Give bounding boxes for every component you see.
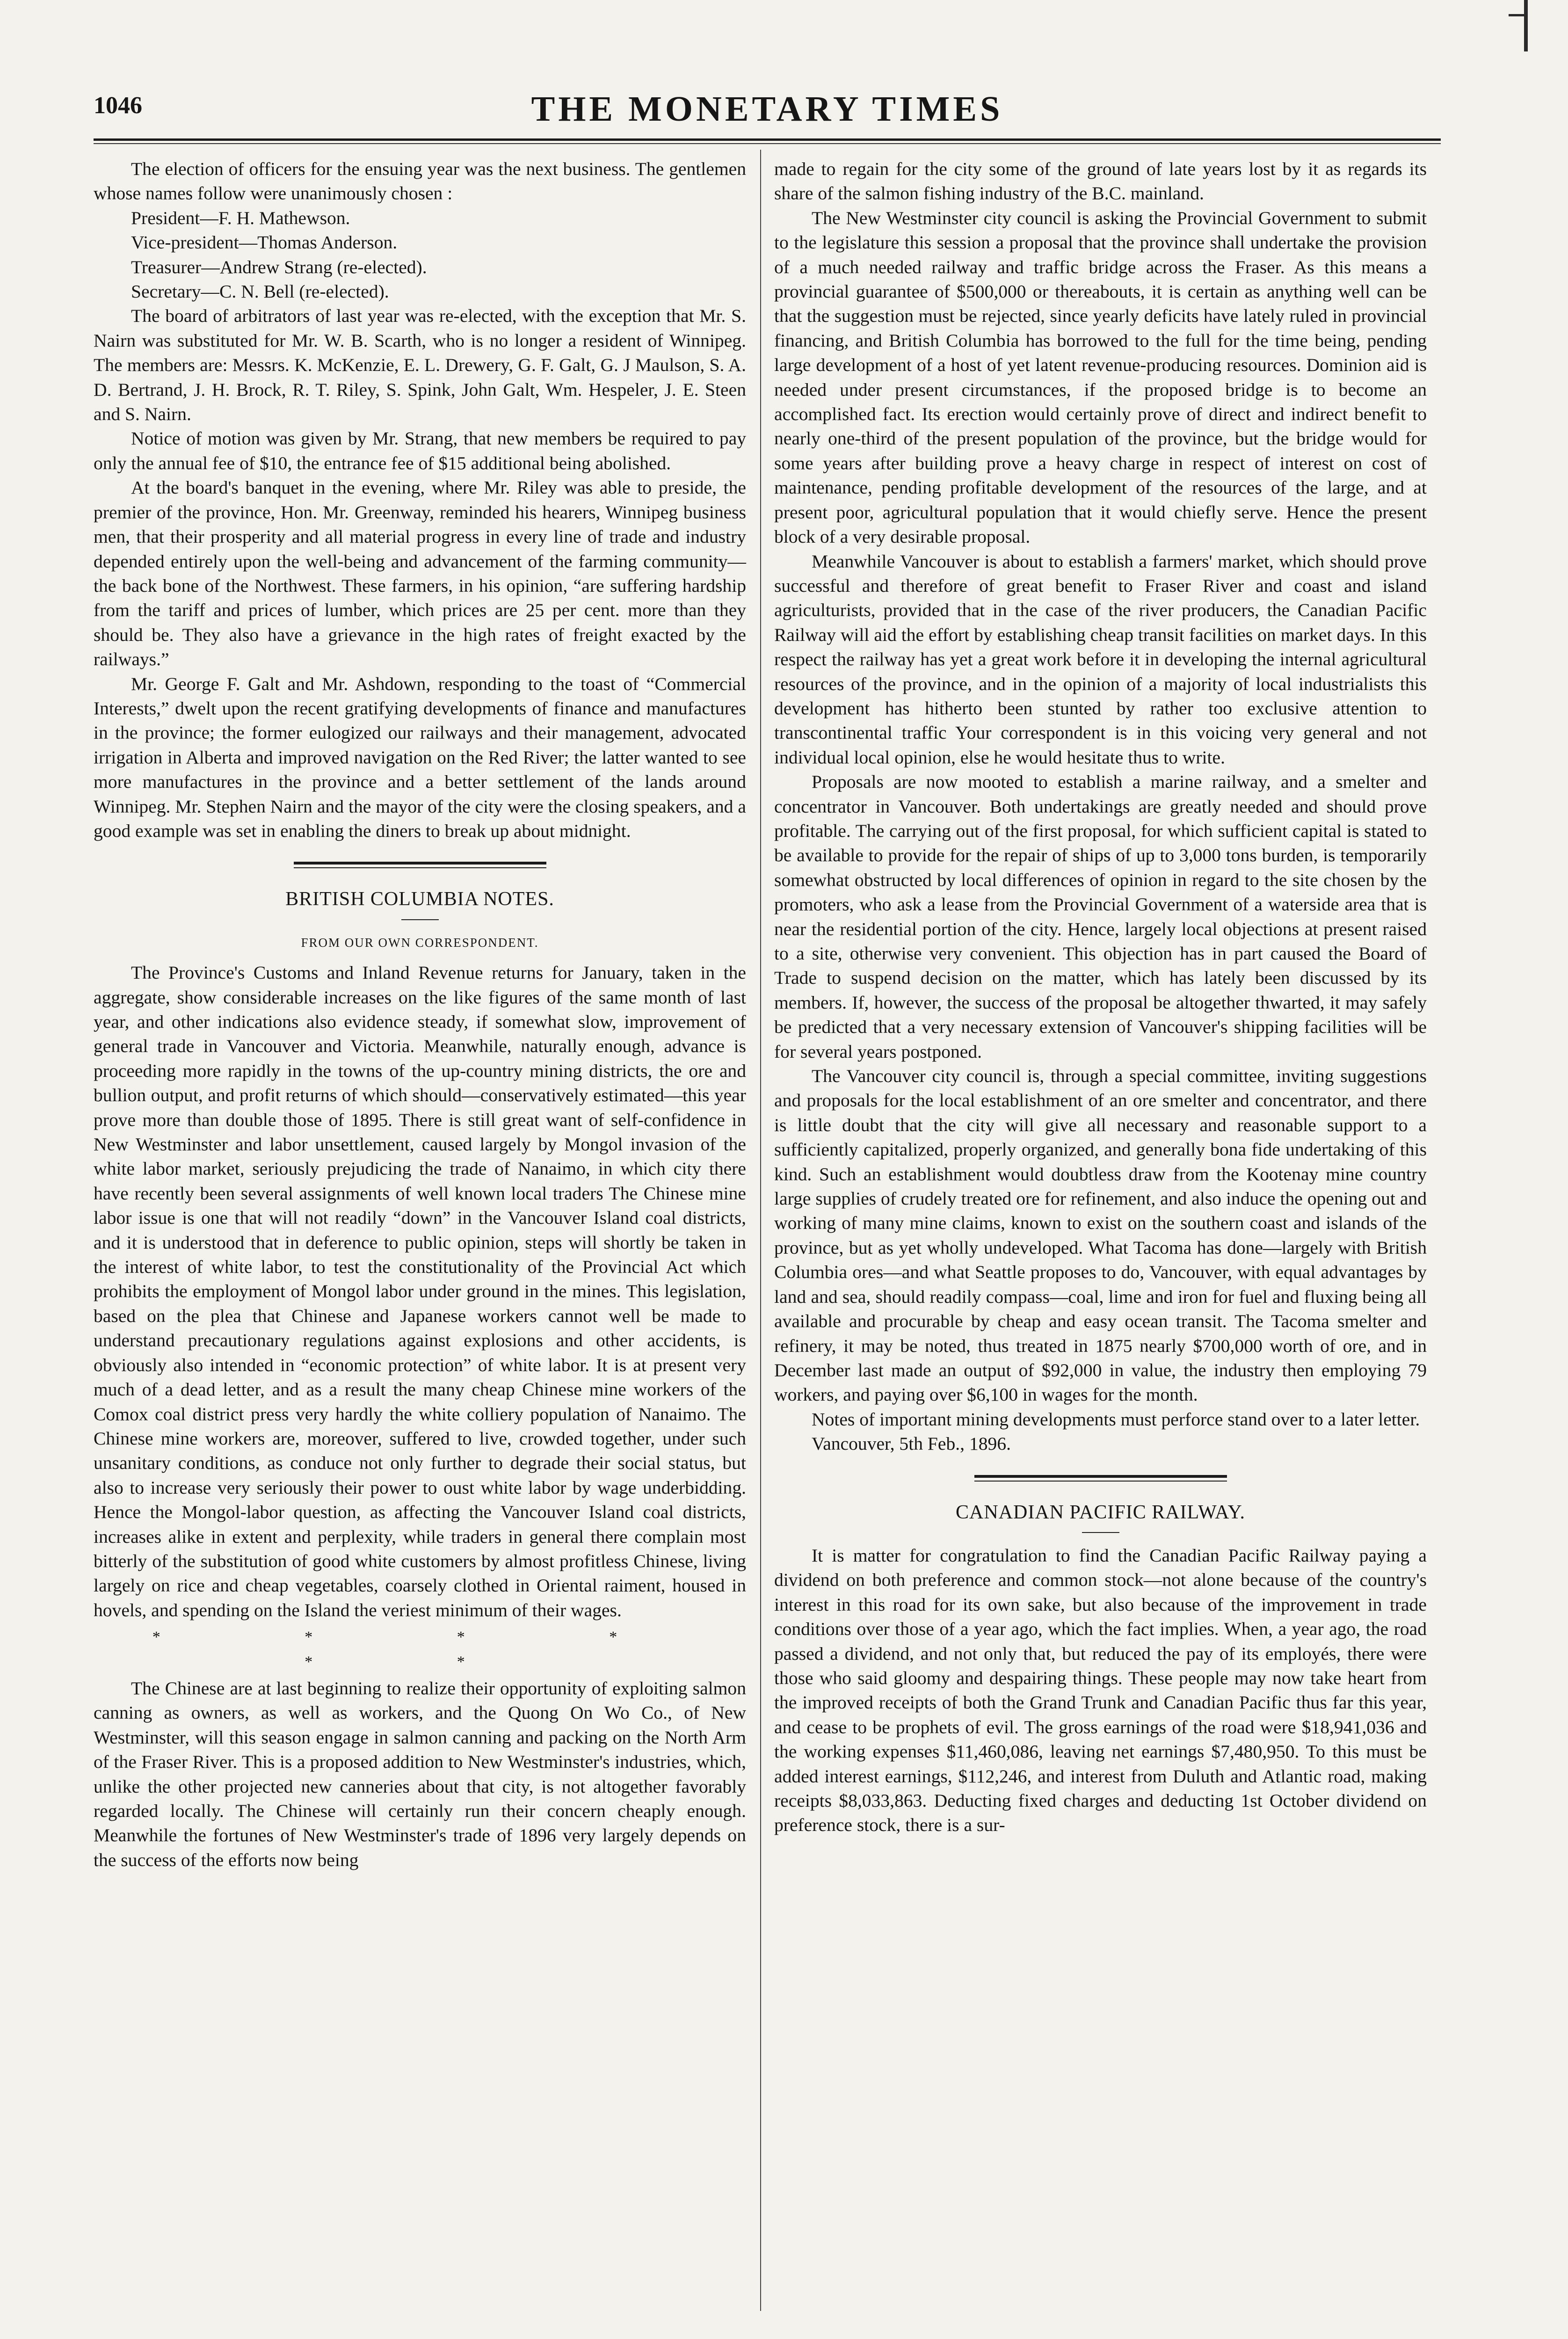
publication-title: THE MONETARY TIMES bbox=[531, 89, 1003, 129]
page-header bbox=[94, 89, 1441, 140]
page-number: 1046 bbox=[94, 92, 142, 119]
heading-underline bbox=[1082, 1532, 1119, 1533]
dateline: Vancouver, 5th Feb., 1896. bbox=[812, 1433, 1011, 1454]
officer-entry: Secretary—C. N. Bell (re-elected). bbox=[131, 281, 389, 302]
paragraph: At the board's banquet in the evening, where Mr. Riley was able to preside, the premier of the province, Hon. Mr. Greenway, reminded his hearers, Winnipeg business men, that their prosperity and all material progress in every line of trade and industry depended entirely upon the well-being and advancement of the farming community—the back bone of the Northwest. These farmers, in his opinion, “are suffering hardship from the tariff and prices of lumber, which prices are 25 per cent. more than they should be. They also have a grievance in the high rates of freight exacted by the railways.” bbox=[94, 477, 746, 670]
scan-edge-mark bbox=[1509, 14, 1527, 16]
left-column bbox=[94, 157, 746, 1872]
officer-entry: Treasurer—Andrew Strang (re-elected). bbox=[131, 256, 427, 277]
officer-entry: Vice-president—Thomas Anderson. bbox=[131, 232, 398, 253]
section-break-stars: * * * * * * bbox=[152, 1628, 688, 1671]
heading-underline bbox=[401, 919, 439, 920]
header-rule bbox=[94, 138, 1441, 141]
scan-edge-mark bbox=[1524, 0, 1528, 51]
section-divider bbox=[974, 1475, 1227, 1482]
column-divider bbox=[760, 150, 761, 2311]
paragraph: Proposals are now mooted to establish a marine railway, and a smelter and concentrator in Vancouver. Both undertakings are greatly needed and should prove profitable. The carrying out of the first proposal, for which sufficient capital is stated to be available to provide for the repair of ships of up to 3,000 tons burden, is temporarily somewhat obstructed by local differences of opinion in regard to the site chosen by the promoters, who ask a lease from the Provincial Government of a waterside area that is near the residential portion of the city. Hence, largely local objections at present raised to a site, otherwise very convenient. This objection has in part caused the Board of Trade to suspend decision on the matter, which has lately been discussed by its members. If, however, the success of the proposal be altogether thwarted, it may safely be predicted that a very necessary extension of Vancouver's shipping facilities will be for several years postponed. bbox=[774, 771, 1427, 1062]
byline: FROM OUR OWN CORRESPONDENT. bbox=[301, 935, 539, 950]
section-divider bbox=[294, 862, 546, 868]
paragraph: The election of officers for the ensuing year was the next business. The gentlemen whose names follow were unanimously chosen : bbox=[94, 159, 746, 204]
paragraph: The Province's Customs and Inland Revenue returns for January, taken in the aggregate, show considerable increases on the like figures of the same month of last year, and other indications also evidence steady, if somewhat slow, improvement of general trade in Vancouver and Victoria. Meanwhile, naturally enough, advance is proceeding more rapidly in the towns of the up-country mining districts, the ore and bullion output, and profit returns of which should—conservatively estimated—this year prove more than double those of 1895. There is still great want of self-confidence in New Westminster and labor unsettlement, caused largely by Mongol invasion of the white labor market, seriously prejudicing the trade of Nanaimo, in which city there have recently been several assignments of well known local traders The Chinese mine labor issue is one that will not readily “down” in the Vancouver Island coal districts, and it is understood that in deference to public opinion, steps will shortly be taken in the interest of white labor, to test the constitutionality of the Provincial Act which prohibits the employment of Mongol labor under ground in the mines. This legislation, based on the plea that Chinese and Japanese workers cannot well be made to understand precautionary regulations against explosions and other accidents, is obviously also intended in “economic protection” of white labor. It is at present very much of a dead letter, and as a result the many cheap Chinese mine workers of the Comox coal district press very hardly the white colliery population of Nanaimo. The Chinese mine workers are, moreover, suffered to live, crowded together, under such unsanitary conditions, as conduce not only further to degrade their social status, but also to increase very seriously their power to oust white labor by wage underbidding. Hence the Mongol-labor question, as affecting the Vancouver Island coal districts, increases alike in extent and perplexity, while traders in general there complain most bitterly of the substitution of good white customers by almost profitless Chinese, living largely on rice and cheap vegetables, coarsely clothed in Oriental raiment, housed in hovels, and spending on the Island the veriest minimum of their wages. bbox=[94, 962, 746, 1620]
paragraph: The New Westminster city council is asking the Provincial Government to submit to the legislature this session a proposal that the province shall undertake the provision of a much needed railway and traffic bridge across the Fraser. As this means a provincial guarantee of $500,000 or thereabouts, it is certain as anything well can be that the suggestion must be rejected, since yearly deficits have lately ruled in provincial financing, and British Columbia has borrowed to the full for the time being, pending large development of a host of yet latent revenue-producing resources. Dominion aid is needed under present circumstances, if the proposed bridge is to become an accomplished fact. Its erection would certainly prove of direct and indirect benefit to nearly one-third of the present population of the province, but the bridge would for some years after building prove a heavy charge in respect of interest on cost of maintenance, pending profitable development of the resources of the large, and at present poor, agricultural population that it would chiefly serve. Hence the present block of a very desirable proposal. bbox=[774, 207, 1427, 547]
header-rule-thin bbox=[94, 143, 1441, 144]
officer-entry: President—F. H. Mathewson. bbox=[131, 207, 350, 228]
paragraph: The Chinese are at last beginning to realize their opportunity of exploiting salmon canning as owners, as well as workers, and the Quong On Wo Co., of New Westminster, will this season engage in salmon canning and packing on the North Arm of the Fraser River. This is a proposed addition to New Westminster's industries, which, unlike the other projected new canneries about that city, is not altogether favorably regarded locally. The Chinese will certainly run their concern cheaply enough. Meanwhile the fortunes of New Westminster's trade of 1896 very largely depends on the success of the efforts now being bbox=[94, 1678, 746, 1870]
paragraph: Meanwhile Vancouver is about to establish a farmers' market, which should prove successful and therefore of great benefit to Fraser River and coast and island agriculturists, provided that in the case of the river producers, the Canadian Pacific Railway will aid the effort by establishing cheap transit facilities on market days. In this respect the railway has yet a great work before it in developing the internal agricultural resources of the province, and in the opinion of a majority of local industrialists this development has hitherto been stunted by rather too exclusive attention to transcontinental traffic Your correspondent is in this voicing very general and not individual local opinion, else he would hesitate thus to write. bbox=[774, 551, 1427, 768]
paragraph: It is matter for congratulation to find the Canadian Pacific Railway paying a dividend on both preference and common stock—not alone because of the country's interest in this road for its own sake, but also because of the improvement in trade conditions over those of a year ago, which the fact implies. When, a year ago, the road passed a dividend, and not only that, but reduced the pay of its employés, there were those who said gloomy and despairing things. These people may now take heart from the improved receipts of both the Grand Trunk and Canadian Pacific thus far this year, and cease to be prophets of evil. The gross earnings of the road were $18,941,036 and the working expenses $11,460,086, leaving net earnings $7,480,950. To this must be added interest earnings, $112,246, and interest from Duluth and Atlantic road, making receipts $8,033,863. Deducting fixed charges and deducting 1st October dividend on preference stock, there is a sur- bbox=[774, 1545, 1427, 1836]
right-column bbox=[774, 157, 1427, 1838]
paragraph: The board of arbitrators of last year was re-elected, with the exception that Mr. S. Nairn was substituted for Mr. W. B. Scarth, who is no longer a resident of Winnipeg. The members are: Messrs. K. McKenzie, E. L. Drewery, G. F. Galt, G. J Maulson, S. A. D. Bertrand, J. H. Brock, R. T. Riley, S. Spink, John Galt, Wm. Hespeler, J. E. Steen and S. Nairn. bbox=[94, 305, 746, 425]
paragraph: The Vancouver city council is, through a special committee, inviting suggestions and proposals for the local establishment of an ore smelter and concentrator, and there is little doubt that the city will give all necessary and reasonable support to a sufficiently capitalized, properly organized, and generally bona fide undertaking of this kind. Such an establishment would doubtless draw from the Kootenay mine country large supplies of crudely treated ore for refinement, and also induce the opening out and working of many mine claims, known to exist on the southern coast and islands of the province, but as yet wholly undeveloped. What Tacoma has done—largely with British Columbia ores—and what Seattle proposes to do, Vancouver, with equal advantages by land and sea, should readily compass—coal, lime and iron for fuel and fluxing being all available and procurable by cheap and easy ocean transit. The Tacoma smelter and refinery, it may be noted, thus treated in 1875 nearly $700,000 worth of ore, and in December last made an output of $92,000 in value, the industry then employing 79 workers, and paying over $6,100 in wages for the month. bbox=[774, 1066, 1427, 1405]
paragraph: made to regain for the city some of the ground of late years lost by it as regards its share of the salmon fishing industry of the B.C. mainland. bbox=[774, 159, 1427, 204]
paragraph: Mr. George F. Galt and Mr. Ashdown, responding to the toast of “Commercial Interests,” dwelt upon the recent gratifying developments of finance and manufactures in the province; the former eulogized our railways and their management, advocated irrigation in Alberta and improved navigation on the Red River; the latter wanted to see more manufactures in the province and a better settlement of the lands around Winnipeg. Mr. Stephen Nairn and the mayor of the city were the closing speakers, and a good example was set in enabling the diners to break up about midnight. bbox=[94, 673, 746, 841]
section-heading: BRITISH COLUMBIA NOTES. bbox=[285, 888, 554, 910]
section-heading: CANADIAN PACIFIC RAILWAY. bbox=[956, 1501, 1245, 1523]
paragraph: Notice of motion was given by Mr. Strang, that new members be required to pay only the annual fee of $10, the entrance fee of $15 additional being abolished. bbox=[94, 428, 746, 473]
officers-list bbox=[94, 206, 746, 304]
paragraph: Notes of important mining developments must perforce stand over to a later letter. bbox=[812, 1409, 1420, 1430]
